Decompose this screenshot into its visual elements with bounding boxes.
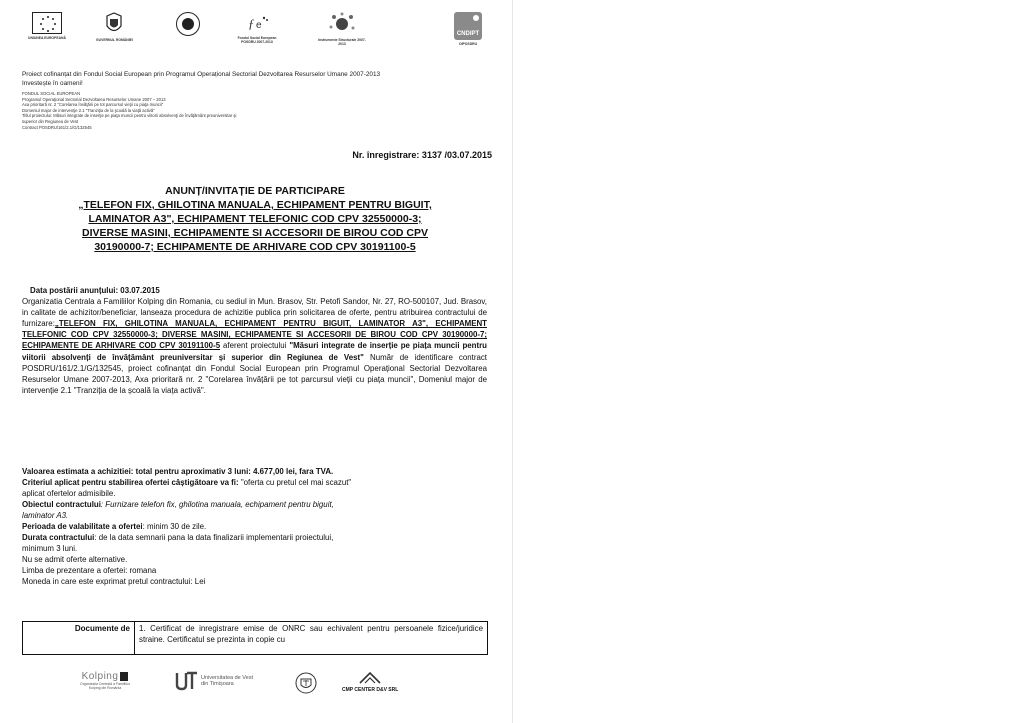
validity-value: : minim 30 de zile. <box>142 522 207 531</box>
svg-text:e: e <box>256 20 262 31</box>
contract-object <box>22 500 492 511</box>
svg-text:ƒ: ƒ <box>248 16 255 31</box>
uvt-line2: din Timișoara <box>201 681 234 687</box>
body-contract-title: „TELEFON FIX, GHILOTINA MANUALA, ECHIPAMENT PENTRU BIGUIT, LAMINATOR A3", ECHIPAMENT TELEFONIC COD CPV 32550000-3; DIVERSE MASINI, ECHIPAMENTE SI ACCESORII DE BIROU COD CPV 30190000-7; ECHIPAMENTE DE ARHIVARE COD CPV 30191100-5 <box>22 319 487 351</box>
fse-icon <box>242 12 272 34</box>
body-paragraph <box>22 296 487 396</box>
kolping-sub2: Kolping din România <box>88 686 122 691</box>
oi-caption: OIPOSDRU <box>458 42 478 46</box>
cndipt-icon <box>454 12 482 40</box>
offer-language: Limba de prezentare a ofertei: romana <box>22 566 157 575</box>
crest-logo <box>295 671 317 695</box>
posting-date: Data postării anunțului: 03.07.2015 <box>30 286 160 295</box>
invest-line: Investește în oameni! <box>22 80 83 87</box>
body-intro: Organizatia Centrala a Familiilor Kolping din Romania, cu sediul in Mun. Brasov, Str. Petofi Sandor, Nr. 27, RO-500107, Jud. Brasov, in calitate de achizitor/beneficiar, lanseaza procedura de achizitie publica prin solicitarea de oferte, pentru atribuirea contractului de furnizare: <box>22 297 487 329</box>
cndipt-label: CNDIPT <box>456 31 480 37</box>
title-line: DIVERSE MASINI, ECHIPAMENTE SI ACCESORII DE BIROU COD CPV <box>82 227 428 239</box>
award-criteria <box>22 478 492 489</box>
program-line: Titlul proiectului: Măsuri integrate de inserţie pe piaţa muncii pentru viitorii absolvenţi de învăţământ preuniversitar şi <box>22 113 237 119</box>
body-contract-details: Număr de identificare contract POSDRU/161/2.1/G/132545, proiect cofinanțat din Fondul Social European prin Programul Operațional Sectorial Dezvoltarea Resurselor Umane 2007-2013, Axa prioritară nr. 2 "Corelarea învățării pe tot parcursul vieții cu piața muncii", Domeniul major de intervenție 2.1 "Tranziția de la școală la viața activă". <box>22 352 487 395</box>
program-line: Domeniul major de intervenţie 2.1 "Tranziţia de la şcoală la viaţă activă" <box>22 107 155 113</box>
object-label: Obiectul contractului <box>22 500 101 509</box>
structural-instruments-icon <box>325 12 359 36</box>
criteria-value: "oferta cu pretul cel mai scazut" <box>238 478 352 487</box>
title-line: „TELEFON FIX, GHILOTINA MANUALA, ECHIPAMENT PENTRU BIGUIT, <box>78 199 432 211</box>
program-details <box>22 91 236 130</box>
contract-object-tail <box>22 511 492 522</box>
documents-text: 1. Certificat de inregistrare emise de ONRC sau echivalent pentru persoanele fizice/juridice straine. Certificatul se prezinta in copie cu <box>139 624 483 644</box>
seal-icon <box>176 12 200 36</box>
kolping-logo <box>80 671 130 691</box>
eu-caption: UNIUNEA EUROPEANĂ <box>28 36 66 40</box>
object-value: : Furnizare telefon fix, ghilotina manuala, echipament pentru biguit, <box>100 500 334 509</box>
blank-page <box>512 0 1024 723</box>
program-line: Programul Operaţional Sectorial Dezvoltarea Resurselor Umane 2007 – 2013 <box>22 96 166 102</box>
announcement-body <box>22 285 487 396</box>
program-line: Axa prioritară nr. 2 "Corelarea învăţării pe tot parcursul vieţii cu piaţa muncii" <box>22 102 164 108</box>
contract-duration-tail: minimum 3 luni. <box>22 544 78 553</box>
title-line: LAMINATOR A3", ECHIPAMENT TELEFONIC COD CPV 32550000-3; <box>88 213 422 225</box>
project-cofinancing-line: Proiect cofinanțat din Fondul Social European prin Programul Operațional Sectorial Dezvoltarea Resurselor Umane 2007-2013 <box>22 71 381 78</box>
header-logos <box>22 12 492 62</box>
kolping-sub1: Organizația Centrală a Familiilor <box>80 682 130 686</box>
body-project-title: "Măsuri integrate de inserție pe piața muncii pentru viitorii absolvenți de învățământ preuniversitar și superior din Regiunea de Vest" <box>22 341 487 362</box>
program-line: superior din Regiunea de Vest <box>22 118 79 124</box>
fse-caption: Fondul Social European POSDRU 2007-2013 <box>237 36 277 44</box>
estimated-value-text: Valoarea estimata a achizitiei: total pentru aproximativ 3 luni: 4.677,00 lei, fara TVA. <box>22 467 334 476</box>
kolping-k-icon <box>120 672 128 681</box>
estimated-value <box>22 467 492 478</box>
program-line: Contract POSDRU/161/2.1/G/132545 <box>22 124 92 130</box>
documents-table <box>22 621 488 655</box>
uvt-icon <box>175 671 199 691</box>
title-line: ANUNȚ/INVITAȚIE DE PARTICIPARE <box>165 185 345 197</box>
body-connector: aferent proiectului <box>220 341 290 351</box>
coat-of-arms-icon <box>105 12 123 36</box>
title-line: 30190000-7; ECHIPAMENTE DE ARHIVARE COD CPV 30191100-5 <box>94 241 416 253</box>
cmp-icon <box>358 671 382 685</box>
contract-currency: Moneda in care este exprimat pretul contractului: Lei <box>22 577 206 586</box>
alternative-offers: Nu se admit oferte alternative. <box>22 555 128 564</box>
criteria-label: Criteriul aplicat pentru stabilirea ofertei câștigătoare va fi: <box>22 478 239 487</box>
duration-label: Durata contractului <box>22 533 95 542</box>
announcement-title <box>40 184 470 254</box>
cndipt-logo <box>454 12 482 46</box>
uvt-logo <box>175 671 253 691</box>
program-line: FONDUL SOCIAL EUROPEAN <box>22 91 81 96</box>
eu-logo <box>28 12 66 40</box>
gov-caption: GUVERNUL ROMÂNIEI <box>96 38 133 42</box>
award-criteria-tail: aplicat ofertelor admisibile. <box>22 489 116 498</box>
cmp-logo <box>342 671 398 693</box>
fse-logo <box>232 12 282 44</box>
uvt-line1: Universitatea de Vest <box>201 674 253 681</box>
footer-logos <box>80 671 480 711</box>
seal-logo <box>176 12 200 36</box>
duration-value: : de la data semnarii pana la data finalizarii implementarii proiectului, <box>94 533 334 542</box>
contract-duration <box>22 533 492 544</box>
validity-label: Perioada de valabilitate a ofertei <box>22 522 143 531</box>
crest-icon <box>295 671 317 695</box>
registration-number: Nr. înregistrare: 3137 /03.07.2015 <box>352 150 492 160</box>
eu-flag-icon <box>32 12 62 34</box>
cmp-name: CMP CENTER D&V SRL <box>342 687 399 693</box>
object-tail: laminator A3. <box>22 511 69 520</box>
is-logo <box>318 12 366 46</box>
gov-logo <box>96 12 133 42</box>
offer-validity <box>22 522 492 533</box>
documents-label: Documente de <box>23 622 135 654</box>
kolping-name: Kolping <box>81 671 119 682</box>
is-caption: Instrumente Structurale 2007-2013 <box>318 38 366 46</box>
